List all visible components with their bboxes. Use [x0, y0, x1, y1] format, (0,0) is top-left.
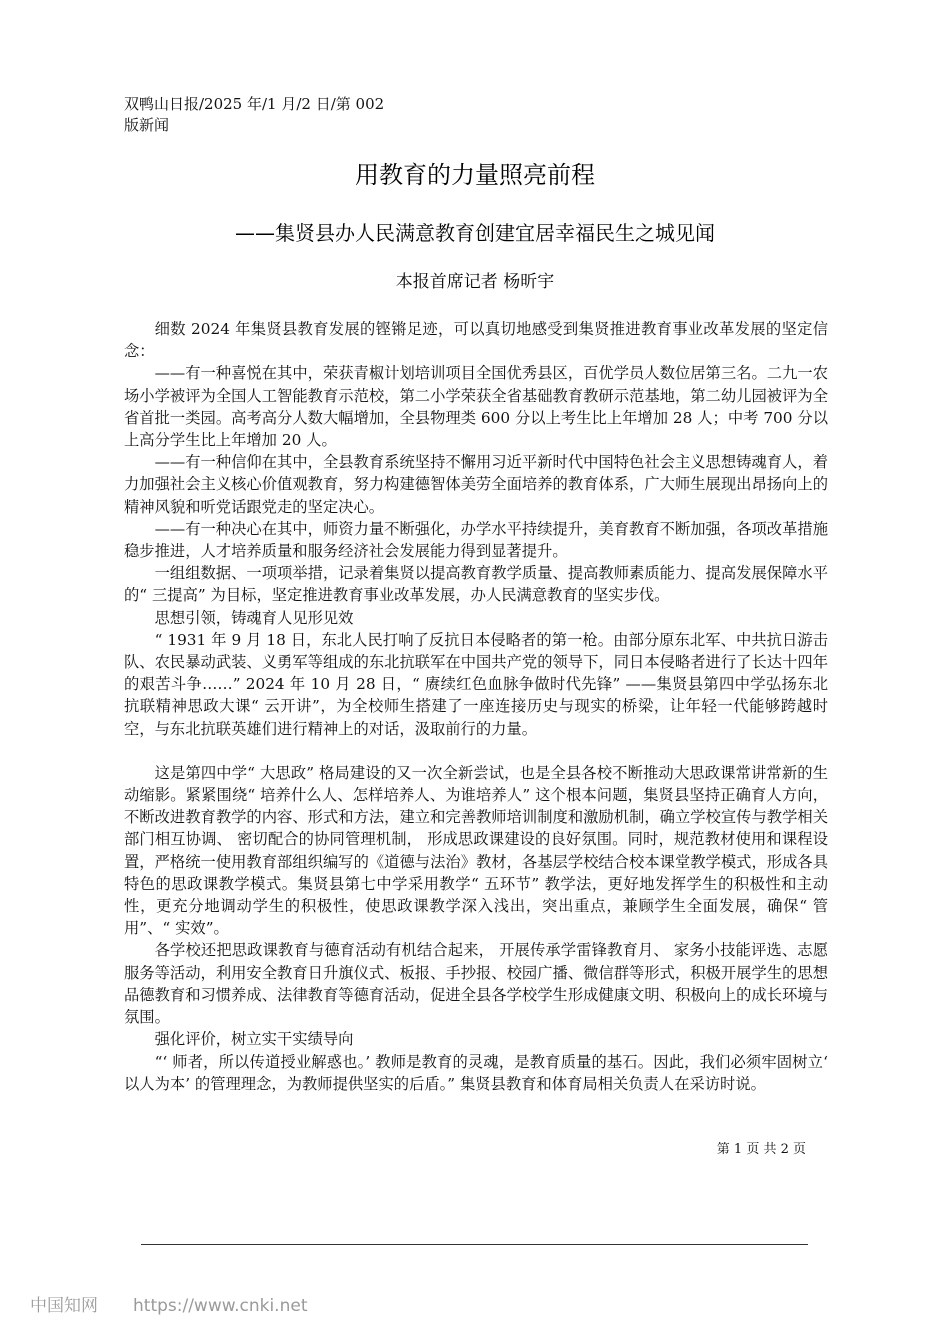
article-subtitle: ——集贤县办人民满意教育创建宜居幸福民生之城见闻: [235, 221, 715, 245]
source-line: 双鸭山日报/2025 年/1 月/2 日/第 002 版新闻: [124, 95, 385, 134]
cnki-url: https://www.cnki.net: [133, 1296, 308, 1316]
article-title: 用教育的力量照亮前程: [355, 161, 595, 189]
paragraph: 细数 2024 年集贤县教育发展的铿锵足迹，可以真切地感受到集贤推进教育事业改革发展的坚定信念：: [124, 320, 828, 361]
page-number: 第 1 页 共 2 页: [716, 1142, 806, 1157]
cnki-logo-text: 中国知网: [30, 1296, 98, 1316]
paragraph: 一组组数据、一项项举措，记录着集贤以提高教育教学质量、提高教师素质能力、提高发展保障水平的“ 三提高” 为目标，坚定推进教育事业改革发展，办人民满意教育的坚实步伐。: [124, 564, 828, 605]
paragraph: ——有一种信仰在其中，全县教育系统坚持不懈用习近平新时代中国特色社会主义思想铸魂育人，着力加强社会主义核心价值观教育，努力构建德智体美劳全面培养的教育体系，广大师生展现出昂扬向上的精神风貌和听党话跟党走的坚定决心。: [124, 453, 828, 516]
paragraph: 各学校还把思政课教育与德育活动有机结合起来， 开展传承学雷锋教育月、 家务小技能评选、志愿服务等活动，利用安全教育日升旗仪式、板报、手抄报、校园广播、微信群等形式，积极开展学生的思想品德教育和习惯养成、法律教育等德育活动，促进全县各学校学生形成健康文明、积极向上的成长环境与氛围。: [124, 941, 828, 1027]
article-byline: 本报首席记者 杨昕宇: [395, 272, 555, 292]
paragraph: ——有一种决心在其中，师资力量不断强化，办学水平持续提升，美育教育不断加强，各项改革措施稳步推进，人才培养质量和服务经济社会发展能力得到显著提升。: [124, 519, 828, 561]
paragraph: ——有一种喜悦在其中，荣获青椒计划培训项目全国优秀县区，百优学员人数位居第三名。二九一农场小学被评为全国人工智能教育示范校，第二小学荣获全省基础教育教研示范基地，第二幼儿园被评为全省首批一类园。高考高分人数大幅增加，全县物理类 600 分以上考生比上年增加 28 人；中考 700 分以上高分学生比上年增加 20 人。: [124, 364, 828, 450]
paragraph: “‘ 师者，所以传道授业解惑也。’ 教师是教育的灵魂，是教育质量的基石。因此，我们必须牢固树立‘ 以人为本’ 的管理理念，为教师提供坚实的后盾。” 集贤县教育和体育局相关负责人在采访时说。: [124, 1052, 828, 1093]
section-heading: 强化评价，树立实干实绩导向: [154, 1030, 354, 1049]
article-body: [124, 318, 828, 1095]
section-heading: 思想引领，铸魂育人见形见效: [154, 608, 354, 627]
paragraph: “ 1931 年 9 月 18 日，东北人民打响了反抗日本侵略者的第一枪。由部分原东北军、中共抗日游击队、农民暴动武装、义勇军等组成的东北抗联军在中国共产党的领导下，同日本侵略者进行了长达十四年的艰苦斗争……” 2024 年 10 月 28 日，“ 赓续红色血脉争做时代先锋” ——集贤县第四中学弘扬东北抗联精神思政大课“ 云开讲”，为全校师生搭建了一座连接历史与现实的桥梁，让年轻一代能够跨越时空，与东北抗联英雄们进行精神上的对话，汲取前行的力量。: [124, 630, 828, 738]
footer-divider: [141, 1244, 808, 1245]
paragraph: 这是第四中学“ 大思政” 格局建设的又一次全新尝试，也是全县各校不断推动大思政课常讲常新的生动缩影。紧紧围绕“ 培养什么人、怎样培养人、为谁培养人” 这个根本问题，集贤县坚持正确育人方向，不断改进教育教学的内容、形式和方法，建立和完善教师培训制度和激励机制，确立学校宣传与教学相关部门相互协调、 密切配合的协同管理机制， 形成思政课建设的良好氛围。同时，规范教材使用和课程设置，严格统一使用教育部组织编写的《道德与法治》教材，各基层学校结合校本课堂教学模式，形成各具特色的思政课教学模式。集贤县第七中学采用教学“ 五环节” 教学法，更好地发挥学生的积极性和主动性，更充分地调动学生的积极性，使思政课教学深入浅出，突出重点，兼顾学生全面发展，确保“ 管用”、“ 实效”。: [124, 763, 828, 938]
